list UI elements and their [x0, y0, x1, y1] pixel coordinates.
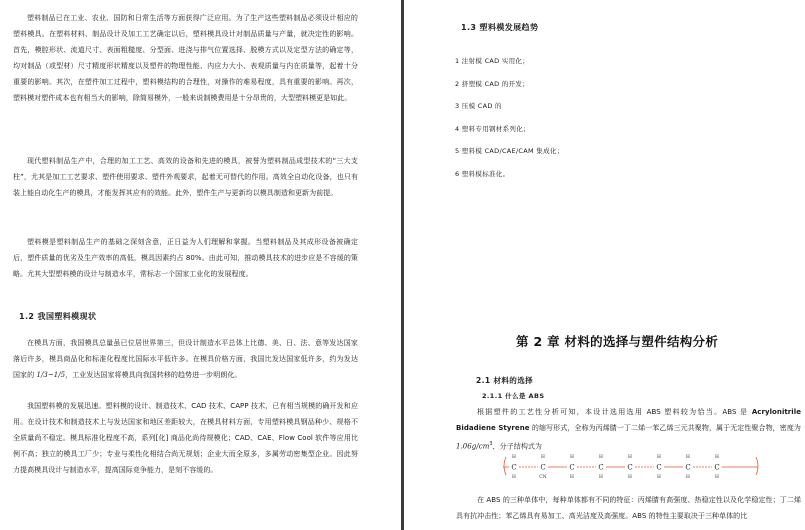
trend-list	[455, 50, 564, 185]
abs-molecular-formula	[502, 452, 760, 480]
formula-carbon-atom: C	[656, 463, 662, 472]
formula-atoms	[503, 454, 758, 480]
formula-nitrile-group: CN	[539, 475, 547, 480]
formula-hydrogen-top: H	[599, 455, 603, 460]
mold-importance-paragraph: 塑料模是塑料制品生产的基础之深刻含意，正日益为人们理解和掌握。当塑料制品及其成形设备被确定后，塑件质量的优劣及生产效率的高低，模具因素约占 80%。由此可知，推动模具技术的进步应是不容缓的策略。尤其大型塑料模的设计与制造水平，常标志一个国家工业化的发展程度。	[13, 238, 358, 278]
formula-hydrogen-top: H	[512, 455, 516, 460]
formula-carbon-atom: C	[540, 463, 546, 472]
sub-subsection-heading-2-1-1: 2.1.1 什么是 ABS	[482, 392, 545, 400]
status-text-after: ，工业发达国家将模具向我国转移的趋势进一步明朗化。	[65, 371, 242, 379]
abs-monomers-paragraph: 在 ABS 的三种单体中，每种单体都有不同的特征：丙烯腈有高强度、热稳定性以及化学稳定性；丁二烯具有抗冲击性；苯乙烯具有易加工、高光洁度及高强度。ABS 的特性主要取决于三种单体的比	[456, 496, 801, 520]
development-paragraph: 我国塑料模的发展迅速。塑料模的设计、制造技术、CAD 技术、CAPP 技术，已有相当规模的确开发和应用。在设计技术和制造技术上与发达国家和地区差距较大，在模具材料方面，专用塑料模具钢品种少、规格不全质量尚不稳定。模具标准化程度不高，系列[化] 商品化尚待规模化；CAD、CAE、Flow Cool 软件等应用比例不高；独立的模具工厂少；专业与柔性化相结合尚无规划；企业大而全原多，多属劳动密集型企业。因此努力提高模具设计与制造水平，提高国际竞争能力，是刻不容缓的。	[13, 402, 358, 474]
abs-text-line3: ，分子结构式为	[492, 442, 542, 451]
formula-hydrogen-bottom: H	[628, 475, 632, 480]
right-document-page	[404, 0, 805, 530]
trend-item: 2 挤塑模 CAD 的开发；	[455, 79, 530, 88]
chapter-2-title: 第 2 章 材料的选择与塑件结构分析	[516, 334, 719, 349]
formula-hydrogen-top: H	[715, 455, 719, 460]
formula-hydrogen-top: H	[541, 455, 545, 460]
abs-text-line1: 根据塑件的工艺性分析可知，本设计选用选用 ABS 塑料较为恰当。ABS 是	[477, 408, 752, 416]
formula-hydrogen-top: H	[570, 455, 574, 460]
trend-item: 1 注射模 CAD 实用化；	[455, 57, 530, 65]
formula-carbon-atom: C	[627, 463, 633, 472]
formula-hydrogen-bottom: H	[599, 475, 603, 480]
abs-density-exponent: 3	[489, 441, 493, 447]
formula-carbon-atom: C	[598, 463, 604, 472]
formula-close-bracket	[756, 457, 758, 475]
trend-item: 5 塑料模 CAD/CAE/CAM 集成化；	[455, 147, 564, 155]
formula-hydrogen-bottom: H	[657, 475, 661, 480]
trend-item: 4 塑料专用钢材系列化；	[455, 124, 530, 133]
formula-hydrogen-top: H	[657, 455, 661, 460]
formula-hydrogen-bottom: H	[686, 475, 690, 480]
formula-hydrogen-bottom: H	[570, 475, 574, 480]
abs-english-name-1: Acrylonitrile	[751, 408, 801, 416]
formula-carbon-atom: C	[569, 463, 575, 472]
abs-definition-paragraph	[456, 404, 801, 454]
domestic-status-paragraph	[13, 335, 358, 383]
subsection-heading-2-1: 2.1 材料的选择	[476, 376, 533, 385]
three-pillars-paragraph: 现代塑料制品生产中，合理的加工工艺、高效的设备和先进的模具，被誉为塑料制品成型技术的“三大支柱”，尤其是加工工艺要求、塑件使用要求、塑件外观要求，起着无可替代的作用。高效全自动化设备，也只有装上能自动化生产的模具，才能发挥其应有的效能。此外，塑件生产与更新均以模具制造和更新为前提。	[13, 157, 358, 197]
abs-density: 1.06g/cm	[456, 442, 490, 451]
status-text-before: 在模具方面，我国模具总量虽已位居世界第三，但设计制造水平总体上比德、美、日、法、意等发达国家落后许多，模具商品化和标准化程度比国际水平低许多。在模具价格方面，我国比发达国家低许多，约为发达国家的	[13, 339, 358, 379]
abs-text-line2: 的缩写形式，全称为丙烯腈一丁二烯一苯乙烯三元共聚物，属于无定性聚合物，密度为	[529, 424, 801, 432]
formula-hydrogen-top: H	[686, 455, 690, 460]
formula-hydrogen-bottom: H	[512, 475, 516, 480]
formula-open-bracket	[504, 457, 506, 475]
formula-hydrogen-bottom: H	[715, 475, 719, 480]
formula-hydrogen-top: H	[628, 455, 632, 460]
trend-item: 3 压模 CAD 的	[455, 102, 502, 110]
formula-carbon-atom: C	[511, 463, 517, 472]
formula-carbon-atom: C	[685, 463, 691, 472]
formula-carbon-atom: C	[714, 463, 720, 472]
price-ratio: 1/3~1/5	[36, 371, 66, 379]
left-document-page	[0, 0, 402, 530]
trend-item: 6 塑料模标准化。	[455, 169, 510, 178]
abs-english-name-2: Bidadiene Styrene	[456, 424, 530, 432]
section-heading-1-3: 1.3 塑料模发展趋势	[461, 23, 539, 32]
intro-paragraph: 塑料制品已在工业、农业、国防和日常生活等方面获得广泛应用。为了生产这些塑料制品必须设计相应的塑料模具。在塑料材料、制品设计及加工工艺确定以后，塑料模具设计对制品质量与产量，就决定性的影响。首先，模腔形状、流道尺寸、表面粗糙度、分型面、进浇与排气位置选择、脱模方式以及定型方法的确定等，均对制品（或型材）尺寸精度形状精度以及塑件的物理性能、内应力大小、表观质量与内在质量等，起着十分重要的影响。其次，在塑件加工过程中，塑料模结构的合理性，对操作的难易程度，具有重要的影响。再次，塑料模对塑件成本也有相当大的影响，除简易模外，一般来说制模费用是十分昂贵的，大型塑料模更是如此。	[13, 14, 358, 102]
formula-svg	[502, 452, 760, 480]
section-heading-1-2: 1.2 我国塑料模现状	[19, 312, 97, 321]
